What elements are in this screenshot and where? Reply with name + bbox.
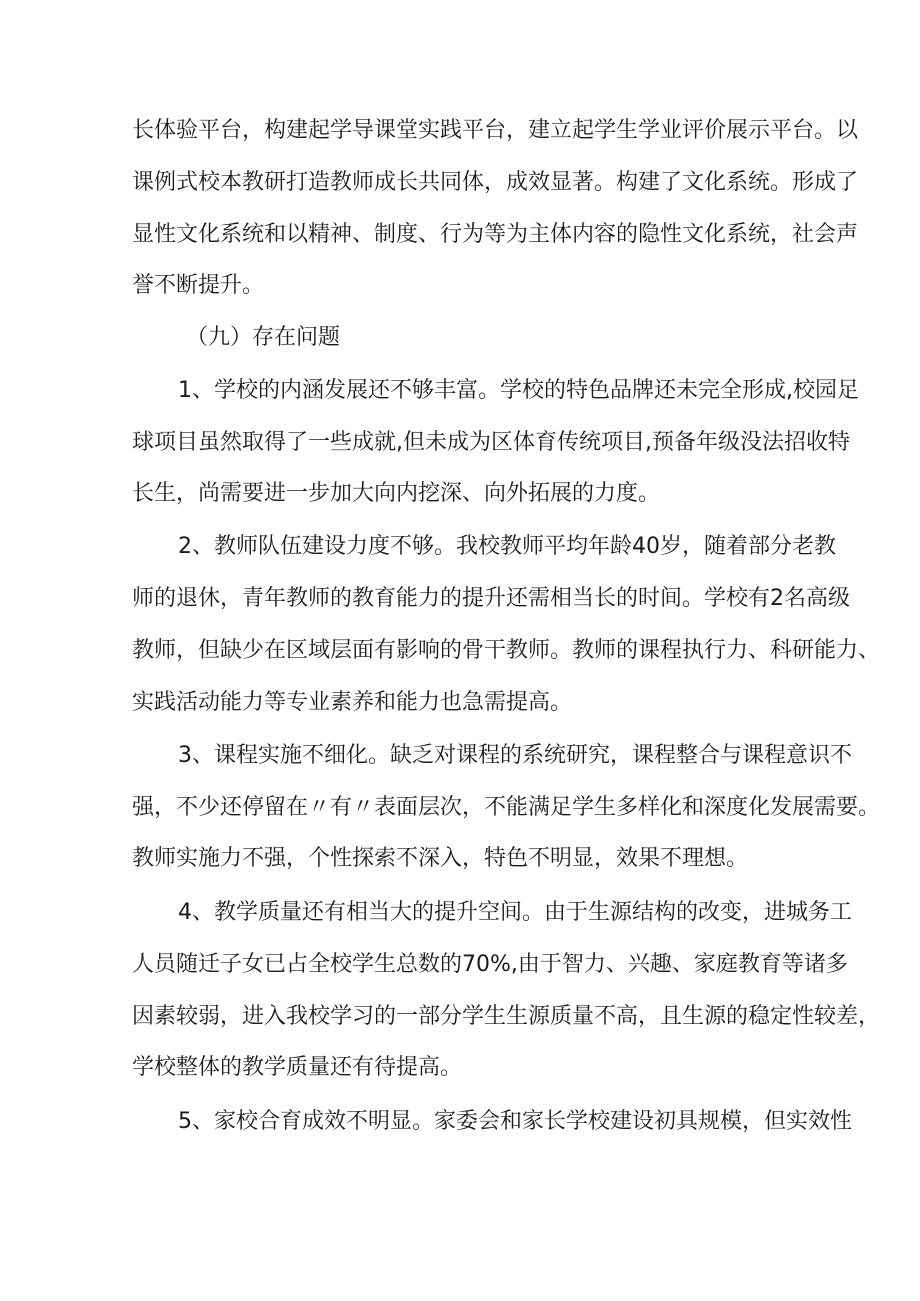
text-line: 1、学校的内涵发展还不够丰富。学校的特色品牌还未完全形成,校园足 bbox=[178, 378, 859, 403]
text-line: 师的退休，青年教师的教育能力的提升还需相当长的时间。学校有2名高级 bbox=[132, 586, 850, 611]
text-line: 强，不少还停留在〃有〃表面层次，不能满足学生多样化和深度化发展需要。 bbox=[132, 795, 881, 820]
text-line: 誉不断提升。 bbox=[132, 273, 265, 298]
text-line: 人员随迁子女已占全校学生总数的70%,由于智力、兴趣、家庭教育等诸多 bbox=[132, 952, 848, 977]
text-line: 教师实施力不强，个性探索不深入，特色不明显，效果不理想。 bbox=[132, 846, 749, 871]
text-line: 5、家校合育成效不明显。家委会和家长学校建设初具规模，但实效性 bbox=[178, 1109, 852, 1134]
text-line: 长生，尚需要进一步加大向内挖深、向外拓展的力度。 bbox=[132, 481, 661, 506]
text-line: 实践活动能力等专业素养和能力也急需提高。 bbox=[132, 690, 573, 715]
text-line: 长体验平台，构建起学导课堂实践平台，建立起学生学业评价展示平台。以 bbox=[132, 118, 859, 143]
section-heading: （九）存在问题 bbox=[186, 325, 341, 350]
text-line: 显性文化系统和以精神、制度、行为等为主体内容的隐性文化系统，社会声 bbox=[132, 222, 859, 247]
text-line: 学校整体的教学质量还有待提高。 bbox=[132, 1055, 463, 1080]
text-line: 3、课程实施不细化。缺乏对课程的系统研究，课程整合与课程意识不 bbox=[178, 743, 852, 768]
text-line: 因素较弱，进入我校学习的一部分学生生源质量不高，且生源的稳定性较差， bbox=[132, 1004, 881, 1029]
text-line: 球项目虽然取得了一些成就,但未成为区体育传统项目,预备年级没法招收特 bbox=[132, 430, 850, 455]
text-line: 教师，但缺少在区域层面有影响的骨干教师。教师的课程执行力、科研能力、 bbox=[132, 638, 881, 663]
text-line: 4、教学质量还有相当大的提升空间。由于生源结构的改变，进城务工 bbox=[178, 900, 852, 925]
text-line: 2、教师队伍建设力度不够。我校教师平均年龄40岁，随着部分老教 bbox=[178, 534, 836, 559]
text-line: 课例式校本教研打造教师成长共同体，成效显著。构建了文化系统。形成了 bbox=[132, 170, 859, 195]
